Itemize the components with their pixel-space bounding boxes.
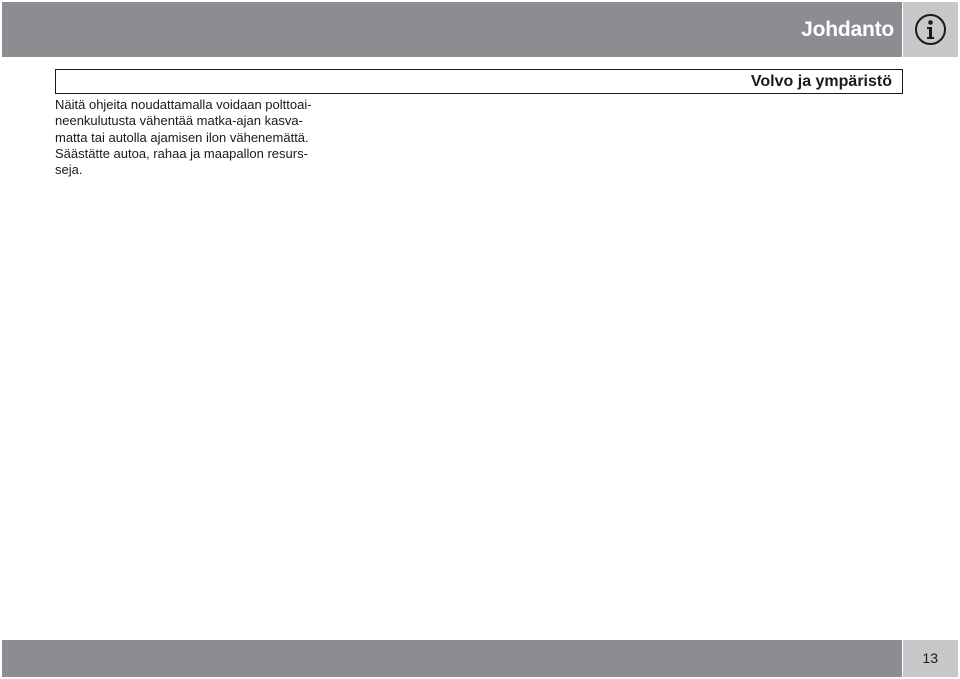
body-line: matta tai autolla ajamisen ilon vähenemättä. <box>55 129 309 145</box>
body-line: Säästätte autoa, rahaa ja maapallon resurs- <box>55 145 308 161</box>
body-line: Näitä ohjeita noudattamalla voidaan polttoai- <box>55 97 312 112</box>
body-line: neenkulutusta vähentää matka-ajan kasva- <box>55 113 303 129</box>
page-number-box <box>903 640 958 677</box>
info-tab <box>903 2 958 57</box>
footer-bar <box>2 640 902 677</box>
page-number: 13 <box>922 650 938 666</box>
section-title: Volvo ja ympäristö <box>750 73 892 90</box>
info-icon <box>914 13 947 46</box>
body-paragraph <box>55 97 345 178</box>
section-heading-box <box>55 69 903 94</box>
header-bar <box>2 2 902 57</box>
body-line: seja. <box>55 162 83 178</box>
chapter-title: Johdanto <box>801 18 894 41</box>
